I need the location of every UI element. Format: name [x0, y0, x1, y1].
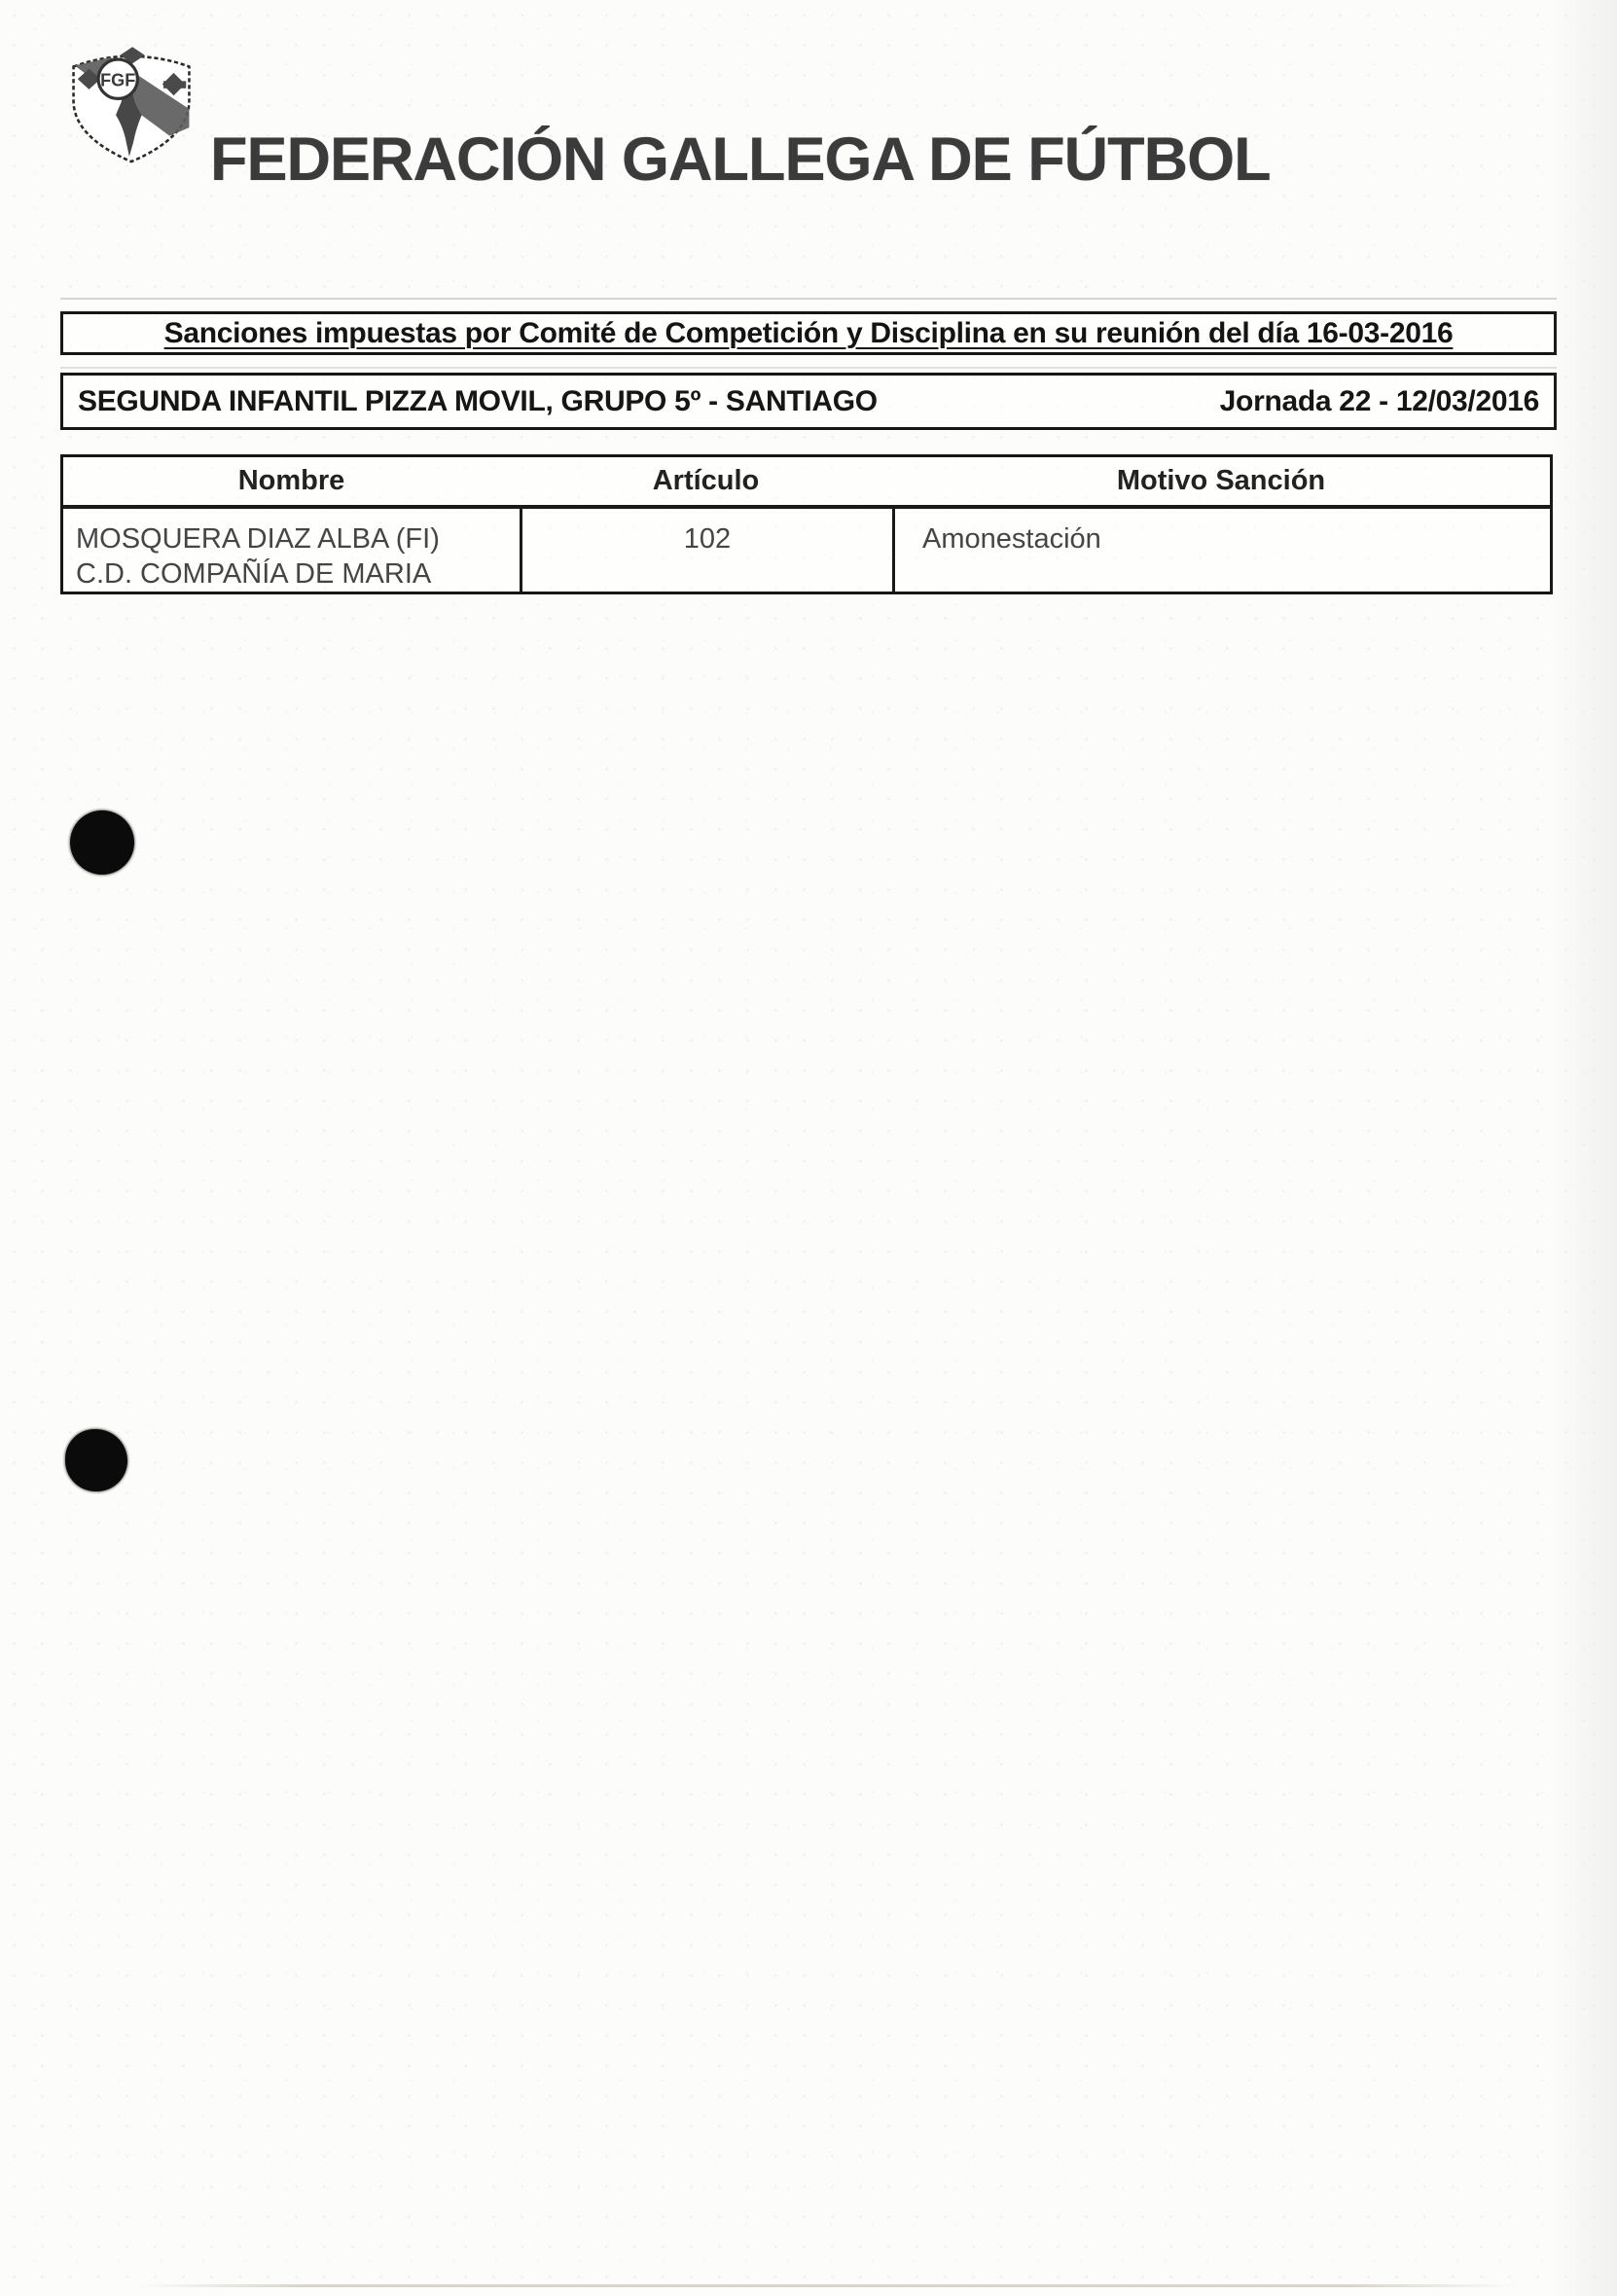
column-header-articulo: Artículo [652, 465, 760, 496]
cell-motivo: Amonestación [892, 509, 1550, 592]
sanctions-banner-text: Sanciones impuestas por Comité de Competición y Disciplina en su reunión del día 16-03-2016 [163, 316, 1454, 349]
scan-ghost-line [60, 298, 1557, 300]
hole-punch-mark [70, 810, 134, 875]
page-title: FEDERACIÓN GALLEGA DE FÚTBOL [210, 126, 1271, 195]
column-header-motivo: Motivo Sanción [1116, 465, 1326, 496]
competition-name: SEGUNDA INFANTIL PIZZA MOVIL, GRUPO 5º - SANTIAGO [78, 384, 878, 417]
sanctions-banner-box [60, 311, 1557, 355]
scan-edge-line [136, 2284, 1518, 2287]
jornada-label: Jornada 22 - 12/03/2016 [1219, 384, 1539, 417]
cell-articulo: 102 [520, 509, 892, 592]
fgf-monogram: FGF [100, 70, 136, 90]
fgf-crest-logo [64, 47, 198, 171]
table-header-row [63, 457, 1550, 509]
hole-punch-mark [65, 1429, 127, 1491]
scan-ghost-line [60, 367, 1557, 369]
column-header-nombre: Nombre [237, 465, 345, 496]
club-name: C.D. COMPAÑÍA DE MARIA [76, 558, 432, 590]
player-name: MOSQUERA DIAZ ALBA (FI) [76, 523, 440, 555]
competition-box [60, 373, 1557, 430]
table-row [63, 509, 1550, 592]
cell-nombre [63, 509, 520, 592]
sanctions-table [60, 454, 1553, 594]
